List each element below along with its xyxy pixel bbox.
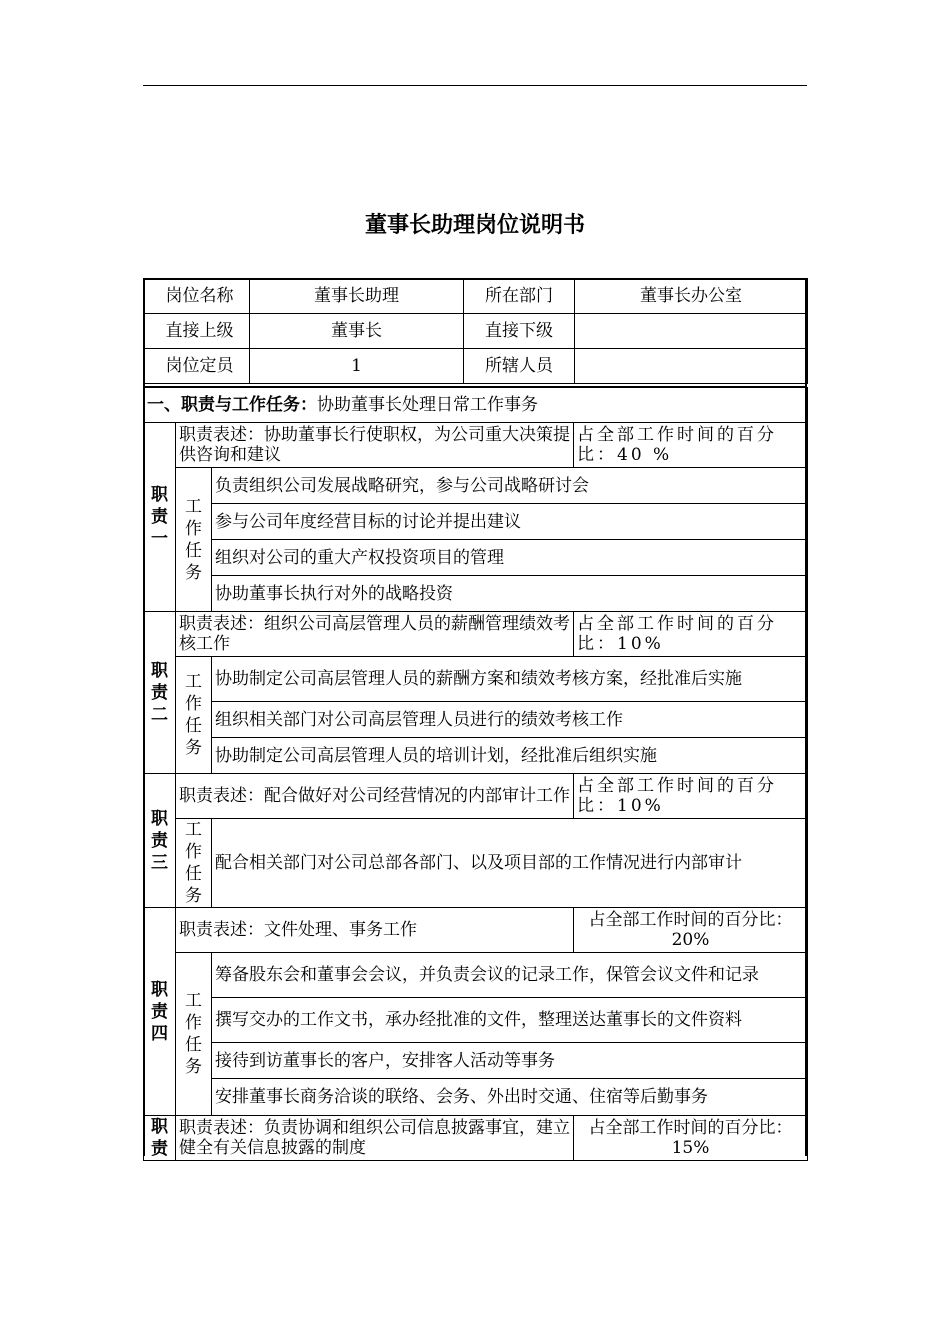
value-department: 董事长办公室 bbox=[575, 279, 808, 314]
duty-1-task-2: 参与公司年度经营目标的讨论并提出建议 bbox=[212, 504, 808, 540]
duty-3-description: 职责表述：配合做好对公司经营情况的内部审计工作 bbox=[176, 774, 574, 819]
label-department: 所在部门 bbox=[464, 279, 575, 314]
page-title: 董事长助理岗位说明书 bbox=[364, 213, 585, 238]
duty-2-task-1: 协助制定公司高层管理人员的薪酬方案和绩效考核方案，经批准后实施 bbox=[212, 657, 808, 702]
table-row bbox=[144, 279, 808, 314]
task-row bbox=[144, 657, 808, 702]
section-heading bbox=[144, 388, 808, 423]
section-row bbox=[144, 388, 808, 423]
duty-4-task-1: 筹备股东会和董事会会议，并负责会议的记录工作，保管会议文件和记录 bbox=[212, 953, 808, 998]
task-row bbox=[144, 576, 808, 612]
value-superior: 董事长 bbox=[250, 314, 464, 349]
label-position-name: 岗位名称 bbox=[144, 279, 250, 314]
duty-3-percent: 占全部工作时间的百分比：10% bbox=[574, 774, 808, 819]
task-row bbox=[144, 819, 808, 908]
duty-3-task-label: 工 作 任 务 bbox=[176, 819, 212, 908]
label-headcount: 岗位定员 bbox=[144, 349, 250, 384]
duty-2-percent: 占全部工作时间的百分比：10% bbox=[574, 612, 808, 657]
section-label: 一、职责与工作任务： bbox=[147, 395, 317, 415]
value-subordinate bbox=[575, 314, 808, 349]
duty-3-name: 职 责 三 bbox=[144, 774, 176, 908]
duty-3-task-1: 配合相关部门对公司总部各部门、以及项目部的工作情况进行内部审计 bbox=[212, 819, 808, 908]
duty-2-description: 职责表述：组织公司高层管理人员的薪酬管理绩效考核工作 bbox=[176, 612, 574, 657]
duty-1-percent: 占全部工作时间的百分比：40 % bbox=[574, 423, 808, 468]
duty-4-task-3: 接待到访董事长的客户，安排客人活动等事务 bbox=[212, 1043, 808, 1079]
duty-1-description: 职责表述：协助董事长行使职权，为公司重大决策提供咨询和建议 bbox=[176, 423, 574, 468]
duty-4-task-label: 工 作 任 务 bbox=[176, 953, 212, 1116]
duty-description-row bbox=[144, 774, 808, 819]
duty-1-task-label: 工 作 任 务 bbox=[176, 468, 212, 612]
duty-4-percent: 占全部工作时间的百分比：20% bbox=[574, 908, 808, 953]
value-position-name: 董事长助理 bbox=[250, 279, 464, 314]
label-subordinate: 直接下级 bbox=[464, 314, 575, 349]
duty-5-name: 职 责 bbox=[144, 1116, 176, 1161]
task-row bbox=[144, 1043, 808, 1079]
label-superior: 直接上级 bbox=[144, 314, 250, 349]
section-text: 协助董事长处理日常工作事务 bbox=[317, 395, 538, 415]
table-row bbox=[144, 349, 808, 384]
duty-1-name: 职 责 一 bbox=[144, 423, 176, 612]
task-row bbox=[144, 702, 808, 738]
duty-description-row bbox=[144, 1116, 808, 1161]
task-row bbox=[144, 504, 808, 540]
duty-description-row bbox=[144, 423, 808, 468]
duty-2-name: 职 责 二 bbox=[144, 612, 176, 774]
basic-info-table bbox=[143, 278, 808, 384]
task-row bbox=[144, 1079, 808, 1116]
value-headcount: 1 bbox=[250, 349, 464, 384]
duties-table bbox=[143, 387, 808, 1161]
table-row bbox=[144, 314, 808, 349]
task-row bbox=[144, 468, 808, 504]
duty-5-percent: 占全部工作时间的百分比：15% bbox=[574, 1116, 808, 1161]
duty-2-task-2: 组织相关部门对公司高层管理人员进行的绩效考核工作 bbox=[212, 702, 808, 738]
duty-2-task-3: 协助制定公司高层管理人员的培训计划，经批准后组织实施 bbox=[212, 738, 808, 774]
duty-4-description: 职责表述：文件处理、事务工作 bbox=[176, 908, 574, 953]
duty-4-name: 职 责 四 bbox=[144, 908, 176, 1116]
duty-4-task-4: 安排董事长商务洽谈的联络、会务、外出时交通、住宿等后勤事务 bbox=[212, 1079, 808, 1116]
duty-description-row bbox=[144, 908, 808, 953]
duty-1-task-1: 负责组织公司发展战略研究，参与公司战略研讨会 bbox=[212, 468, 808, 504]
duty-description-row bbox=[144, 612, 808, 657]
duty-2-task-label: 工 作 任 务 bbox=[176, 657, 212, 774]
task-row bbox=[144, 738, 808, 774]
duty-1-task-4: 协助董事长执行对外的战略投资 bbox=[212, 576, 808, 612]
task-row bbox=[144, 953, 808, 998]
label-managed-staff: 所辖人员 bbox=[464, 349, 575, 384]
header-rule bbox=[143, 85, 807, 86]
task-row bbox=[144, 998, 808, 1043]
value-managed-staff bbox=[575, 349, 808, 384]
task-row bbox=[144, 540, 808, 576]
duty-1-task-3: 组织对公司的重大产权投资项目的管理 bbox=[212, 540, 808, 576]
duty-4-task-2: 撰写交办的工作文书，承办经批准的文件，整理送达董事长的文件资料 bbox=[212, 998, 808, 1043]
duty-5-description: 职责表述：负责协调和组织公司信息披露事宜，建立健全有关信息披露的制度 bbox=[176, 1116, 574, 1161]
